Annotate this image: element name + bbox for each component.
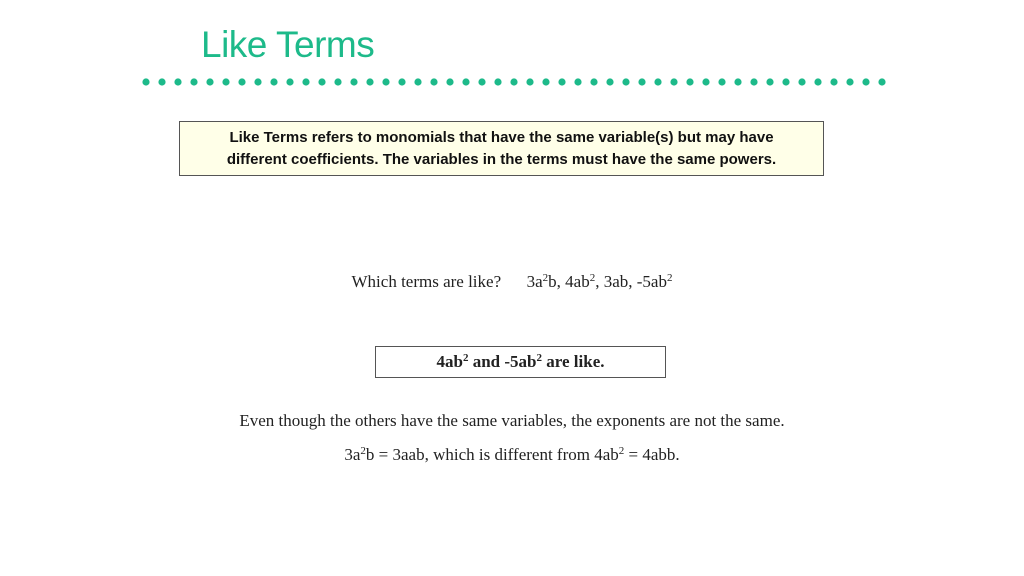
divider-dot (574, 78, 581, 85)
divider-dot (494, 78, 501, 85)
answer-term-a-exponent: 2 (462, 352, 469, 364)
question-terms (527, 272, 673, 291)
definition-line-1: Like Terms refers to monomials that have the same variable(s) but may have (229, 129, 774, 146)
term-2-exponent: 2 (589, 272, 596, 284)
divider-dot (238, 78, 245, 85)
divider-dot (158, 78, 165, 85)
term-3-exponent: 2 (666, 272, 673, 284)
divider-dot (206, 78, 213, 85)
term-1-base: 3a (526, 272, 543, 291)
divider-dot (446, 78, 453, 85)
divider-dot (846, 78, 853, 85)
answer-term-b-base: -5ab (504, 352, 537, 371)
divider-dot (606, 78, 613, 85)
divider-dot (686, 78, 693, 85)
question-prompt: Which terms are like? (351, 272, 502, 291)
answer-box (375, 346, 666, 378)
divider-dot (302, 78, 309, 85)
divider-dot (318, 78, 325, 85)
divider-dot (766, 78, 773, 85)
divider-dot (878, 78, 885, 85)
divider-dot (350, 78, 357, 85)
expansion-1-exponent: 2 (360, 445, 366, 457)
expansion-2-exponent: 2 (618, 445, 625, 457)
divider-dot (526, 78, 533, 85)
divider-dot (430, 78, 437, 85)
divider-dot (510, 78, 517, 85)
term-1-exponent: 2 (542, 272, 549, 284)
divider-dot (798, 78, 805, 85)
expansion-2-base: 4ab (594, 445, 619, 464)
expansion-1-base: 3a (344, 445, 361, 464)
answer-ending: are like. (542, 352, 605, 371)
divider-dot (382, 78, 389, 85)
divider-dot (734, 78, 741, 85)
divider-dot (638, 78, 645, 85)
answer-term-b-exponent: 2 (536, 352, 543, 364)
explanation-line-1: Even though the others have the same variables, the exponents are not the same. (239, 411, 785, 430)
divider-dot (366, 78, 373, 85)
divider-dot (558, 78, 565, 85)
divider-dot (782, 78, 789, 85)
divider-dot (398, 78, 405, 85)
divider-dot (222, 78, 229, 85)
divider-dot (174, 78, 181, 85)
divider-dot (414, 78, 421, 85)
divider-dot (654, 78, 661, 85)
term-2-rest: , 3ab, (595, 272, 637, 291)
divider-dot (462, 78, 469, 85)
divider-dot (286, 78, 293, 85)
divider-dot (270, 78, 277, 85)
term-1-rest: b, (548, 272, 566, 291)
divider-dot (830, 78, 837, 85)
divider-dot (334, 78, 341, 85)
explanation-line-2 (0, 445, 1024, 465)
divider-dot (142, 78, 149, 85)
divider-dot (702, 78, 709, 85)
question-line (0, 272, 1024, 292)
divider-dot (590, 78, 597, 85)
expansion-1-rest: b = 3aab, which is different from (365, 445, 595, 464)
divider-dot (718, 78, 725, 85)
dotted-divider (140, 75, 888, 89)
divider-dot (814, 78, 821, 85)
term-3-base: -5ab (636, 272, 667, 291)
answer-conjunction: and (468, 352, 505, 371)
divider-dot (862, 78, 869, 85)
divider-dot (622, 78, 629, 85)
divider-dot (750, 78, 757, 85)
definition-line-2: different coefficients. The variables in the terms must have the same powers. (226, 151, 777, 168)
divider-dot (670, 78, 677, 85)
divider-dot (542, 78, 549, 85)
definition-box (179, 121, 824, 176)
expansion-2-rest: = 4abb. (624, 445, 680, 464)
answer-term-a-base: 4ab (436, 352, 463, 371)
divider-dot (478, 78, 485, 85)
term-2-base: 4ab (565, 272, 590, 291)
divider-dot (254, 78, 261, 85)
slide-title: Like Terms (201, 24, 375, 65)
divider-dot (190, 78, 197, 85)
